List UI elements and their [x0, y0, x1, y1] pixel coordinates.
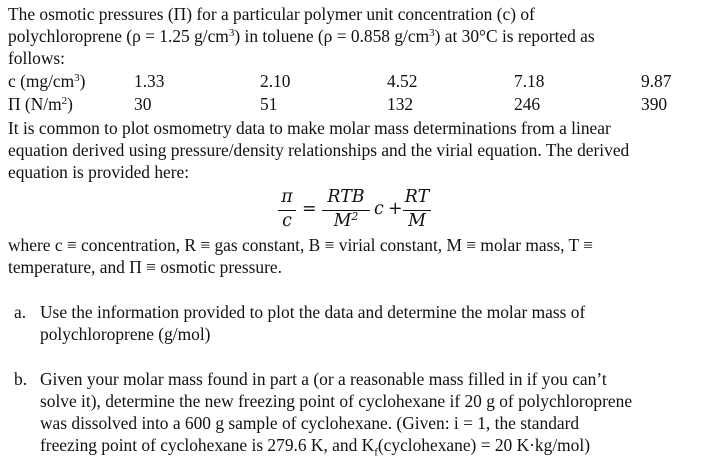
c-value: 7.18: [514, 71, 545, 91]
subscript-f: f: [374, 446, 378, 459]
lhs-numerator: π: [281, 187, 293, 207]
term1-den-base: M: [333, 211, 352, 231]
c-value: 9.87: [641, 71, 672, 91]
intro-line-2b: ) in toluene (ρ = 0.858 g/cm: [234, 26, 430, 46]
lhs-denominator: c: [282, 211, 292, 231]
pi-value: 30: [134, 94, 152, 114]
row-pi-label-text: Π (N/m: [8, 94, 62, 114]
defs-line-2: temperature, and Π ≡ osmotic pressure.: [8, 257, 282, 277]
intro-line-2: [8, 26, 595, 46]
part-b-line-2: solve it), determine the new freezing point of cyclohexane if 20 g of polychloroprene: [40, 391, 633, 411]
term2-denominator: M: [408, 211, 426, 231]
pi-value: 390: [641, 94, 668, 114]
row-c-label-close: ): [79, 71, 86, 91]
part-b-line-4-text: freezing point of cyclohexane is 279.6 K, and K: [40, 435, 375, 455]
superscript-3: 3: [228, 27, 235, 39]
term1-numerator: RTB: [327, 187, 365, 207]
row-pi-label-close: ): [67, 94, 73, 114]
term1-denominator: [320, 211, 372, 231]
row-pi-label: [8, 94, 73, 114]
superscript-3: 3: [74, 72, 80, 84]
part-a-marker: a.: [14, 302, 27, 322]
superscript-2: 2: [351, 210, 359, 223]
part-a-line-1: Use the information provided to plot the data and determine the molar mass of: [40, 302, 586, 322]
explain-line-3: equation is provided here:: [8, 162, 190, 182]
c-value: 4.52: [387, 71, 418, 91]
row-c-label: [8, 71, 85, 91]
part-a-line-2: polychloroprene (g/mol): [40, 324, 211, 344]
intro-line-3: follows:: [8, 48, 66, 68]
superscript-2: 2: [61, 95, 68, 107]
part-b-marker: b.: [14, 369, 28, 389]
equals-sign: =: [302, 199, 317, 219]
intro-line-1: The osmotic pressures (Π) for a particular polymer unit concentration (c) of: [8, 4, 535, 24]
concentration-var: c: [374, 199, 384, 219]
defs-line-1: where c ≡ concentration, R ≡ gas constant, B ≡ virial constant, M ≡ molar mass, T ≡: [8, 235, 593, 255]
pi-value: 51: [260, 94, 278, 114]
row-c-label-text: c (mg/cm: [8, 71, 75, 91]
superscript-3: 3: [429, 27, 435, 39]
explain-line-2: equation derived using pressure/density relationships and the virial equation. The derived: [8, 140, 630, 160]
pi-value: 132: [387, 94, 414, 114]
plus-sign: +: [388, 199, 403, 219]
part-b-line-4-end: (cyclohexane) = 20 K·kg/mol): [377, 435, 591, 455]
c-value: 2.10: [260, 71, 291, 91]
part-b-line-3: was dissolved into a 600 g sample of cyclohexane. (Given: i = 1, the standard: [40, 413, 580, 433]
term2-numerator: RT: [404, 187, 430, 207]
part-b-line-4: [40, 435, 591, 459]
intro-line-2a: polychloroprene (ρ = 1.25 g/cm: [8, 26, 229, 46]
part-b-line-1: Given your molar mass found in part a (or a reasonable mass filled in if you can’t: [40, 369, 607, 389]
pi-value: 246: [514, 94, 541, 114]
explain-line-1: It is common to plot osmometry data to make molar mass determinations from a linear: [8, 118, 611, 138]
c-value: 1.33: [134, 71, 165, 91]
intro-line-2c: ) at 30°C is reported as: [434, 26, 595, 46]
